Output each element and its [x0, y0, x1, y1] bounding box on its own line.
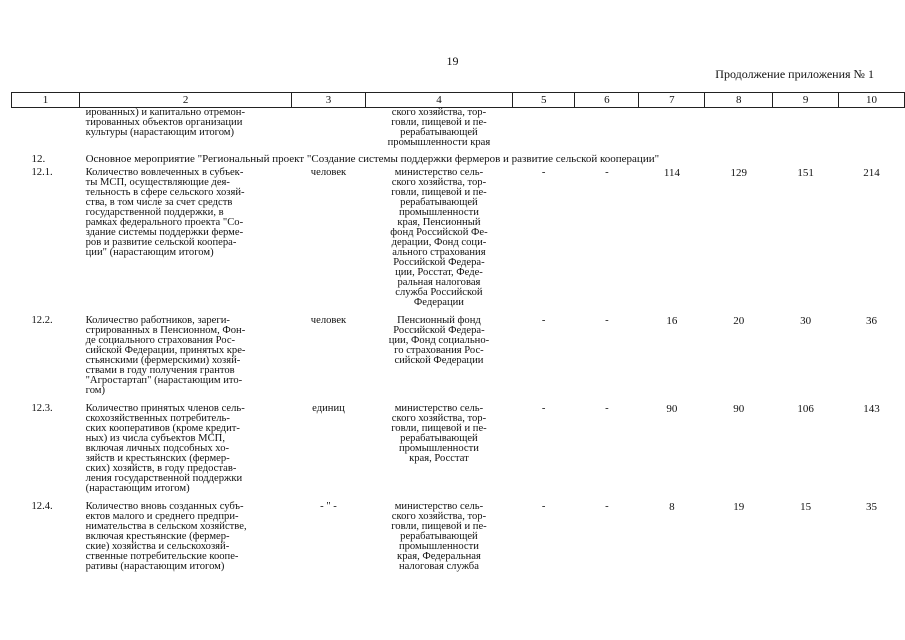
- value-col-10: 35: [866, 501, 878, 513]
- value-col-5: -: [541, 403, 546, 414]
- row-number: 12.3.: [31, 403, 53, 414]
- table-row: [12, 502, 905, 572]
- responsible: министерство сель- ского хозяйства, тор- говли, пищевой и пе- рерабатывающей промышленности края, Пенсионный фонд Российской Фе- дерации, Фонд соци- ального страхования Российской Федера- ции, Росстат, Феде- ральная налоговая служба Российской Федерации: [390, 167, 488, 308]
- unit: человек: [310, 315, 347, 326]
- header-col-5: 5: [513, 93, 575, 108]
- value-col-6: -: [605, 315, 609, 326]
- value-col-6: -: [605, 501, 609, 512]
- row-number: 12.1.: [31, 167, 53, 178]
- row-number: 12.4.: [31, 501, 53, 512]
- header-col-3: 3: [292, 93, 366, 108]
- value-col-10: 36: [866, 315, 878, 327]
- fragment-responsible: ского хозяйства, тор- говли, пищевой и пе- рерабатывающей промышленности края: [387, 107, 491, 148]
- section-number: 12.: [31, 153, 46, 165]
- table-row: [12, 168, 905, 308]
- header-col-10: 10: [839, 93, 905, 108]
- value-col-9: 151: [797, 167, 814, 179]
- responsible: министерство сель- ского хозяйства, тор- говли, пищевой и пе- рерабатывающей промышленности края, Федеральная налоговая служба: [391, 501, 487, 572]
- value-col-6: -: [605, 167, 609, 178]
- indicator-name: Количество принятых членов сель- скохозяйственных потребитель- ских кооперативов (кроме кредит- ных) из числа субъектов МСП, включая личных подсобных хо- зяйств и крестьянских (фермер- ских) хозяйств, в году предостав- ления государственной поддержки (нарастающим итогом): [85, 403, 245, 494]
- unit: - " -: [320, 501, 337, 512]
- header-col-6: 6: [575, 93, 639, 108]
- value-col-8: 129: [730, 167, 747, 179]
- value-col-8: 90: [733, 403, 745, 415]
- value-col-7: 114: [663, 167, 680, 179]
- indicator-name: Количество вновь созданных субъ- ектов малого и среднего предпри- нимательства в сельском хозяйстве, включая крестьянские (фермер- ские) хозяйства и сельскохозяй- ственные потребительские коопе- ративы (нарастающим итогом): [85, 501, 247, 572]
- table-row: [12, 316, 905, 396]
- value-col-9: 106: [797, 403, 814, 415]
- indicator-name: Количество работников, зареги- стрированных в Пенсионном, Фон- де социального страхования Рос- сийской Федерации, принятых кре- стьянскими (фермерскими) хозяй- ствами в году получения грантов "Агростартап" (нарастающим ито- гом): [85, 315, 246, 396]
- responsible: министерство сель- ского хозяйства, тор- говли, пищевой и пе- рерабатывающей промышленности края, Росстат: [391, 403, 487, 464]
- header-row: [12, 93, 905, 108]
- section-title: Основное мероприятие "Региональный проект "Создание системы поддержки фермеров и развитие сельской кооперации": [85, 153, 660, 165]
- value-col-10: 143: [863, 403, 880, 415]
- header-col-4: 4: [365, 93, 512, 108]
- indicators-table: [11, 92, 905, 572]
- value-col-9: 15: [800, 501, 812, 513]
- header-col-9: 9: [773, 93, 839, 108]
- table-row-fragment: [12, 108, 905, 149]
- fragment-name: ированных) и капитально отремон- тированных объектов организации культуры (нарастающим итогом): [85, 107, 245, 138]
- value-col-9: 30: [800, 315, 812, 327]
- value-col-5: -: [541, 315, 546, 326]
- row-number: 12.2.: [31, 315, 53, 326]
- header-col-8: 8: [705, 93, 773, 108]
- value-col-6: -: [605, 403, 609, 414]
- value-col-7: 8: [669, 501, 675, 513]
- value-col-8: 20: [733, 315, 745, 327]
- value-col-7: 16: [666, 315, 678, 327]
- responsible: Пенсионный фонд Российской Федера- ции, Фонд социально- го страхования Рос- сийской Федерации: [388, 315, 490, 366]
- unit: человек: [310, 167, 347, 178]
- table-row: [12, 404, 905, 494]
- value-col-5: -: [541, 167, 546, 178]
- indicator-name: Количество вовлеченных в субъек- ты МСП, осуществляющие дея- тельность в сфере сельского хозяй- ства, в том числе за счет средств государственной поддержки, в рамках федерального проекта "Со- здание системы поддержки ферме- ров и развитие сельской коопера- ции" (нарастающим итогом): [85, 167, 245, 258]
- value-col-5: -: [541, 501, 546, 512]
- page-number: 19: [446, 54, 459, 68]
- value-col-10: 214: [863, 167, 880, 179]
- value-col-8: 19: [733, 501, 745, 513]
- section-row: [12, 148, 905, 168]
- header-col-1: 1: [12, 93, 80, 108]
- header-col-2: 2: [80, 93, 292, 108]
- unit: единиц: [312, 403, 345, 414]
- continuation-note: Продолжение приложения № 1: [715, 67, 874, 81]
- header-col-7: 7: [639, 93, 705, 108]
- value-col-7: 90: [666, 403, 678, 415]
